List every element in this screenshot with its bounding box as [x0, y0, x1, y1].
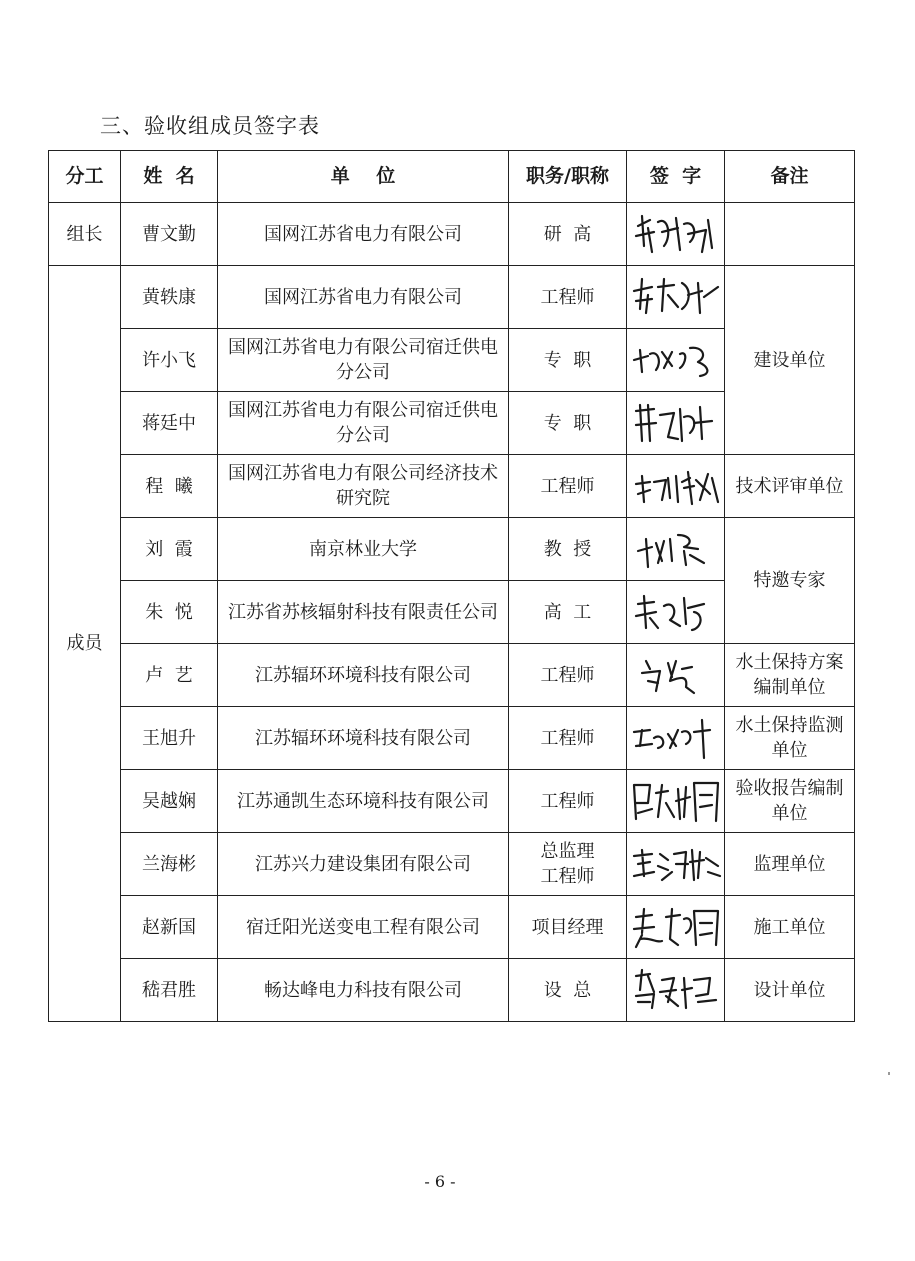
name-cell: 嵇君胜: [121, 959, 218, 1022]
handwritten-signature: [628, 773, 724, 829]
handwritten-signature: [628, 647, 724, 703]
header-role: 分工: [49, 151, 121, 203]
unit-cell: 江苏省苏核辐射科技有限责任公司: [218, 581, 509, 644]
table-row: [49, 455, 855, 518]
unit-cell: 国网江苏省电力有限公司: [218, 203, 509, 266]
title-cell: 高 工: [509, 581, 627, 644]
signature-cell: [627, 455, 725, 518]
unit-cell: 江苏通凯生态环境科技有限公司: [218, 770, 509, 833]
table-row: [49, 770, 855, 833]
remark-cell: 技术评审单位: [725, 455, 855, 518]
header-name: 姓 名: [121, 151, 218, 203]
handwritten-signature: [628, 584, 724, 640]
unit-cell: 国网江苏省电力有限公司宿迁供电分公司: [218, 329, 509, 392]
handwritten-signature: [628, 899, 724, 955]
name-cell: 朱 悦: [121, 581, 218, 644]
name-cell: 许小飞: [121, 329, 218, 392]
remark-cell: 水土保持监测单位: [725, 707, 855, 770]
signature-cell: [627, 833, 725, 896]
table-row: [49, 518, 855, 581]
signature-cell: [627, 329, 725, 392]
remark-cell: 监理单位: [725, 833, 855, 896]
signature-cell: [627, 266, 725, 329]
title-cell: 工程师: [509, 707, 627, 770]
signature-table: [48, 150, 855, 1022]
title-cell: 设 总: [509, 959, 627, 1022]
title-cell: 研 高: [509, 203, 627, 266]
title-cell: 工程师: [509, 266, 627, 329]
name-cell: 程 曦: [121, 455, 218, 518]
unit-cell: 南京林业大学: [218, 518, 509, 581]
unit-cell: 畅达峰电力科技有限公司: [218, 959, 509, 1022]
remark-cell: 施工单位: [725, 896, 855, 959]
handwritten-signature: [628, 332, 724, 388]
remark-cell: 特邀专家: [725, 518, 855, 644]
handwritten-signature: [628, 206, 724, 262]
signature-cell: [627, 959, 725, 1022]
signature-cell: [627, 770, 725, 833]
header-row: [49, 151, 855, 203]
header-remark: 备注: [725, 151, 855, 203]
signature-cell: [627, 581, 725, 644]
header-unit: 单 位: [218, 151, 509, 203]
title-cell: 总监理工程师: [509, 833, 627, 896]
name-cell: 刘 霞: [121, 518, 218, 581]
name-cell: 赵新国: [121, 896, 218, 959]
name-cell: 兰海彬: [121, 833, 218, 896]
handwritten-signature: [628, 458, 724, 514]
handwritten-signature: [628, 395, 724, 451]
page-number: - 6 -: [424, 1172, 456, 1191]
remark-cell: 建设单位: [725, 266, 855, 455]
title-cell: 专 职: [509, 329, 627, 392]
handwritten-signature: [628, 269, 724, 325]
name-cell: 王旭升: [121, 707, 218, 770]
table-row: [49, 266, 855, 329]
title-cell: 工程师: [509, 455, 627, 518]
unit-cell: 宿迁阳光送变电工程有限公司: [218, 896, 509, 959]
table-row: [49, 959, 855, 1022]
handwritten-signature: [628, 710, 724, 766]
title-cell: 项目经理: [509, 896, 627, 959]
title-cell: 工程师: [509, 770, 627, 833]
unit-cell: 江苏辐环环境科技有限公司: [218, 707, 509, 770]
signature-cell: [627, 203, 725, 266]
name-cell: 卢 艺: [121, 644, 218, 707]
title-cell: 专 职: [509, 392, 627, 455]
role-cell-leader: 组长: [49, 203, 121, 266]
unit-cell: 江苏辐环环境科技有限公司: [218, 644, 509, 707]
remark-cell: 设计单位: [725, 959, 855, 1022]
title-cell: 工程师: [509, 644, 627, 707]
title-cell: 教 授: [509, 518, 627, 581]
header-title: 职务/职称: [509, 151, 627, 203]
unit-cell: 国网江苏省电力有限公司: [218, 266, 509, 329]
handwritten-signature: [628, 962, 724, 1018]
signature-cell: [627, 518, 725, 581]
section-title: 三、验收组成员签字表: [100, 114, 320, 138]
role-cell-members: 成员: [49, 266, 121, 1022]
table-row: [49, 203, 855, 266]
signature-cell: [627, 392, 725, 455]
unit-cell: 国网江苏省电力有限公司经济技术研究院: [218, 455, 509, 518]
table-row: [49, 707, 855, 770]
name-cell: 黄轶康: [121, 266, 218, 329]
scan-speck: [888, 1072, 890, 1075]
signature-cell: [627, 896, 725, 959]
signature-cell: [627, 644, 725, 707]
remark-cell: 水土保持方案编制单位: [725, 644, 855, 707]
remark-cell: 验收报告编制单位: [725, 770, 855, 833]
name-cell: 蒋廷中: [121, 392, 218, 455]
unit-cell: 国网江苏省电力有限公司宿迁供电分公司: [218, 392, 509, 455]
name-cell: 曹文勤: [121, 203, 218, 266]
table-row: [49, 833, 855, 896]
table-row: [49, 896, 855, 959]
table-row: [49, 644, 855, 707]
signature-cell: [627, 707, 725, 770]
unit-cell: 江苏兴力建设集团有限公司: [218, 833, 509, 896]
name-cell: 吴越娴: [121, 770, 218, 833]
handwritten-signature: [628, 521, 724, 577]
header-signature: 签 字: [627, 151, 725, 203]
handwritten-signature: [628, 836, 724, 892]
remark-cell-empty: [725, 203, 855, 266]
